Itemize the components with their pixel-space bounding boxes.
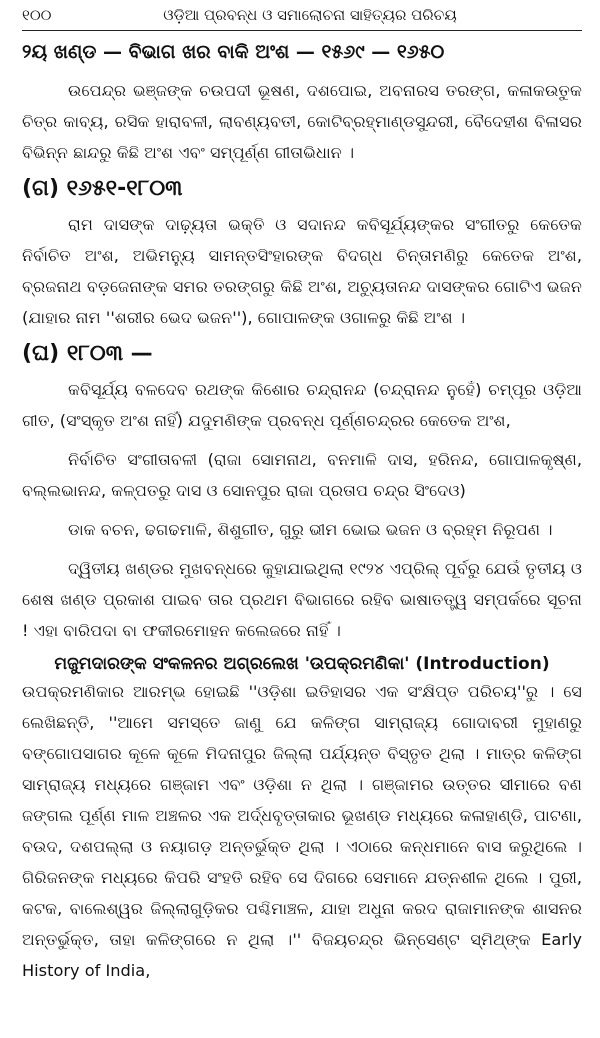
page-number: ୧୦୦	[22, 6, 52, 24]
header-rule	[22, 30, 582, 31]
section-g-paragraph: ରାମ ଦାସଙ୍କ ଦାଢ଼୍ୟତା ଭକ୍ତି ଓ ସଦାନନ୍ଦ କବିସୂର୍ଯ୍ୟଙ୍କର ସଂଗୀତରୁ କେତେକ ନିର୍ବାଚିତ ଅଂଶ, ଅଭିମନ୍ୟୁ ସାମନ୍ତସିଂହାରଙ୍କ ବିଦଗ୍ଧ ଚିନ୍ତାମଣିରୁ କେତେକ ଅଂଶ, ବ୍ରଜନାଥ ବଡ଼ଜେନାଙ୍କ ସମର ତରଙ୍ଗରୁ କିଛି ଅଂଶ, ଅଚ୍ୟୁତାନନ୍ଦ ଦାସଙ୍କର ଗୋଟିଏ ଭଜନ (ଯାହାର ନାମ ''ଶରୀର ଭେଦ ଭଜନ''), ଗୋପାଳଙ୍କ ଓଗାଳରୁ କିଛି ଅଂଶ ।	[22, 215, 582, 327]
running-title: ଓଡ଼ିଆ ପ୍ରବନ୍ଧ ଓ ସମାଲୋଚନା ସାହିତ୍ୟର ପରିଚୟ	[163, 6, 457, 24]
running-header	[22, 0, 582, 30]
section-gh-paragraph-4: ଦ୍ୱିତୀୟ ଖଣ୍ଡର ମୁଖବନ୍ଧରେ କୁହାଯାଇଥିଲା ୧୯୨୪ ଏପ୍ରିଲ୍ ପୂର୍ବରୁ ଯେଉଁ ତୃତୀୟ ଓ ଶେଷ ଖଣ୍ଡ ପ୍ରକାଶ ପାଇବ ତାର ପ୍ରଥମ ବିଭାଗରେ ରହିବ ଭାଷାତତ୍ତ୍ୱ ସମ୍ପର୍କରେ ସୂଚନା ! ଏହା ବାରିପଦା ବା ଫକୀରମୋହନ କଲେଜରେ ନାହିଁ ।	[22, 559, 582, 640]
part-heading: ୨ୟ ଖଣ୍ଡ — ବିଭାଗ ଖର ବାକି ଅଂଶ — ୧୫୬୯ — ୧୬୫୦	[22, 41, 445, 63]
section-gh-paragraph-2: ନିର୍ବାଚିତ ସଂଗୀତାବଳୀ (ରାଜା ସୋମନାଥ, ବନମାଳି ଦାସ, ହରିନନ୍ଦ, ଗୋପାଳକୃଷ୍ଣ, ବଲ୍ଲଭାନନ୍ଦ, କଳ୍ପତରୁ ଦାସ ଓ ସୋନପୁର ରାଜା ପ୍ରତାପ ଚନ୍ଦ୍ର ସିଂଦେଓ)	[22, 450, 582, 500]
intro-paragraph: ଉପକ୍ରମଣିକାର ଆରମ୍ଭ ହୋଇଛି ''ଓଡ଼ିଶା ଇତିହାସର ଏକ ସଂକ୍ଷିପ୍ତ ପରିଚୟ''ରୁ । ସେ ଲେଖିଛନ୍ତି, ''ଆମେ ସମସ୍ତେ ଜାଣୁ ଯେ କଳିଙ୍ଗ ସାମ୍ରାଜ୍ୟ ଗୋଦାବରୀ ମୁହାଣରୁ ବଙ୍ଗୋପସାଗର କୂଳେ କୂଳେ ମିଦନାପୁର ଜିଲ୍ଲା ପର୍ଯ୍ୟନ୍ତ ବିସ୍ତୃତ ଥିଲା । ମାତ୍ର କଳିଙ୍ଗ ସାମ୍ରାଜ୍ୟ ମଧ୍ୟରେ ଗଞ୍ଜାମ ଏବଂ ଓଡ଼ିଶା ନ ଥିଲା । ଗଞ୍ଜାମର ଉତ୍ତର ସୀମାରେ ବଣ ଜଙ୍ଗଲ ପୂର୍ଣ୍ଣ ମାଳ ଅଞ୍ଚଳର ଏକ ଅର୍ଦ୍ଧବୃତ୍ତାକାର ଭୂଖଣ୍ଡ ମଧ୍ୟରେ କଳାହାଣ୍ଡି, ପାଟଣା, ବଉଦ, ଦଶପଲ୍ଲା ଓ ନୟାଗଡ଼ ଅନ୍ତର୍ଭୁକ୍ତ ଥିଲା । ଏଠାରେ କନ୍ଧମାନେ ବାସ କରୁଥିଲେ । ଗିରିଜନଙ୍କ ମଧ୍ୟରେ କିପରି ସଂହତି ରହିବ ସେ ଦିଗରେ ସେମାନେ ଯତ୍ନଶୀଳ ଥିଲେ । ପୁରୀ, କଟକ, ବାଲେଶ୍ୱର ଜିଲ୍ଲାଗୁଡ଼ିକର ପଶ୍ଚିମାଞ୍ଚଳ, ଯାହା ଅଧୁନା କରଦ ରାଜାମାନଙ୍କ ଶାସନର ଅନ୍ତର୍ଭୁକ୍ତ, ତାହା କଳିଙ୍ଗରେ ନ ଥିଲା ।'' ବିଜୟଚନ୍ଦ୍ର ଭିନ୍ସେଣ୍ଟ ସ୍ମିଥ୍‌ଙ୍କ Early History of India,	[22, 682, 582, 980]
intro-heading: ମଜୁମଦାରଙ୍କ ସଂକଳନର ଅଗ୍ରଲେଖ 'ଉପକ୍ରମଣିକା' (Introduction)	[54, 654, 550, 674]
paragraph-1: ଉପେନ୍ଦ୍ର ଭଞ୍ଜଙ୍କ ଚଉପଦୀ ଭୂଷଣ, ଦଶପୋଇ, ଅବନାରସ ତରଙ୍ଗ, କଳାକଉତୁକ ଚିତ୍ର କାବ୍ୟ, ରସିକ ହାରାବଳୀ, ଲାବଣ୍ୟବତୀ, କୋଟିବ୍ରହ୍ମାଣ୍ଡସୁନ୍ଦରୀ, ବୈଦେହୀଶ ବିଳାସର ବିଭିନ୍ନ ଛାନ୍ଦରୁ କିଛି ଅଂଶ ଏବଂ ସମ୍ପୂର୍ଣ୍ଣ ଗୀତାଭିଧାନ ।	[22, 81, 582, 162]
section-gh-heading: (ଘ) ୧୮୦୩ —	[22, 341, 153, 366]
section-gh-paragraph-1: କବିସୂର୍ଯ୍ୟ ବଳଦେବ ରଥଙ୍କ କିଶୋର ଚନ୍ଦ୍ରାନନ୍ଦ (ଚନ୍ଦ୍ରାନନ୍ଦ ନୁହେଁ) ଚମ୍ପୂର ଓଡ଼ିଆ ଗୀତ, (ସଂସ୍କୃତ ଅଂଶ ନାହିଁ) ଯଦୁମଣିଙ୍କ ପ୍ରବନ୍ଧ ପୂର୍ଣ୍ଣଚନ୍ଦ୍ରର କେତେକ ଅଂଶ,	[22, 380, 582, 430]
section-g-heading: (ଗ) ୧୬୫୧-୧୮୦୩	[22, 176, 183, 201]
section-gh-paragraph-3: ଡାକ ବଚନ, ଢଗଢମାଳି, ଶିଶୁଗୀତ, ଗୁରୁ ଭୀମ ଭୋଇ ଭଜନ ଓ ବ୍ରହ୍ମ ନିରୂପଣ ।	[68, 520, 553, 539]
